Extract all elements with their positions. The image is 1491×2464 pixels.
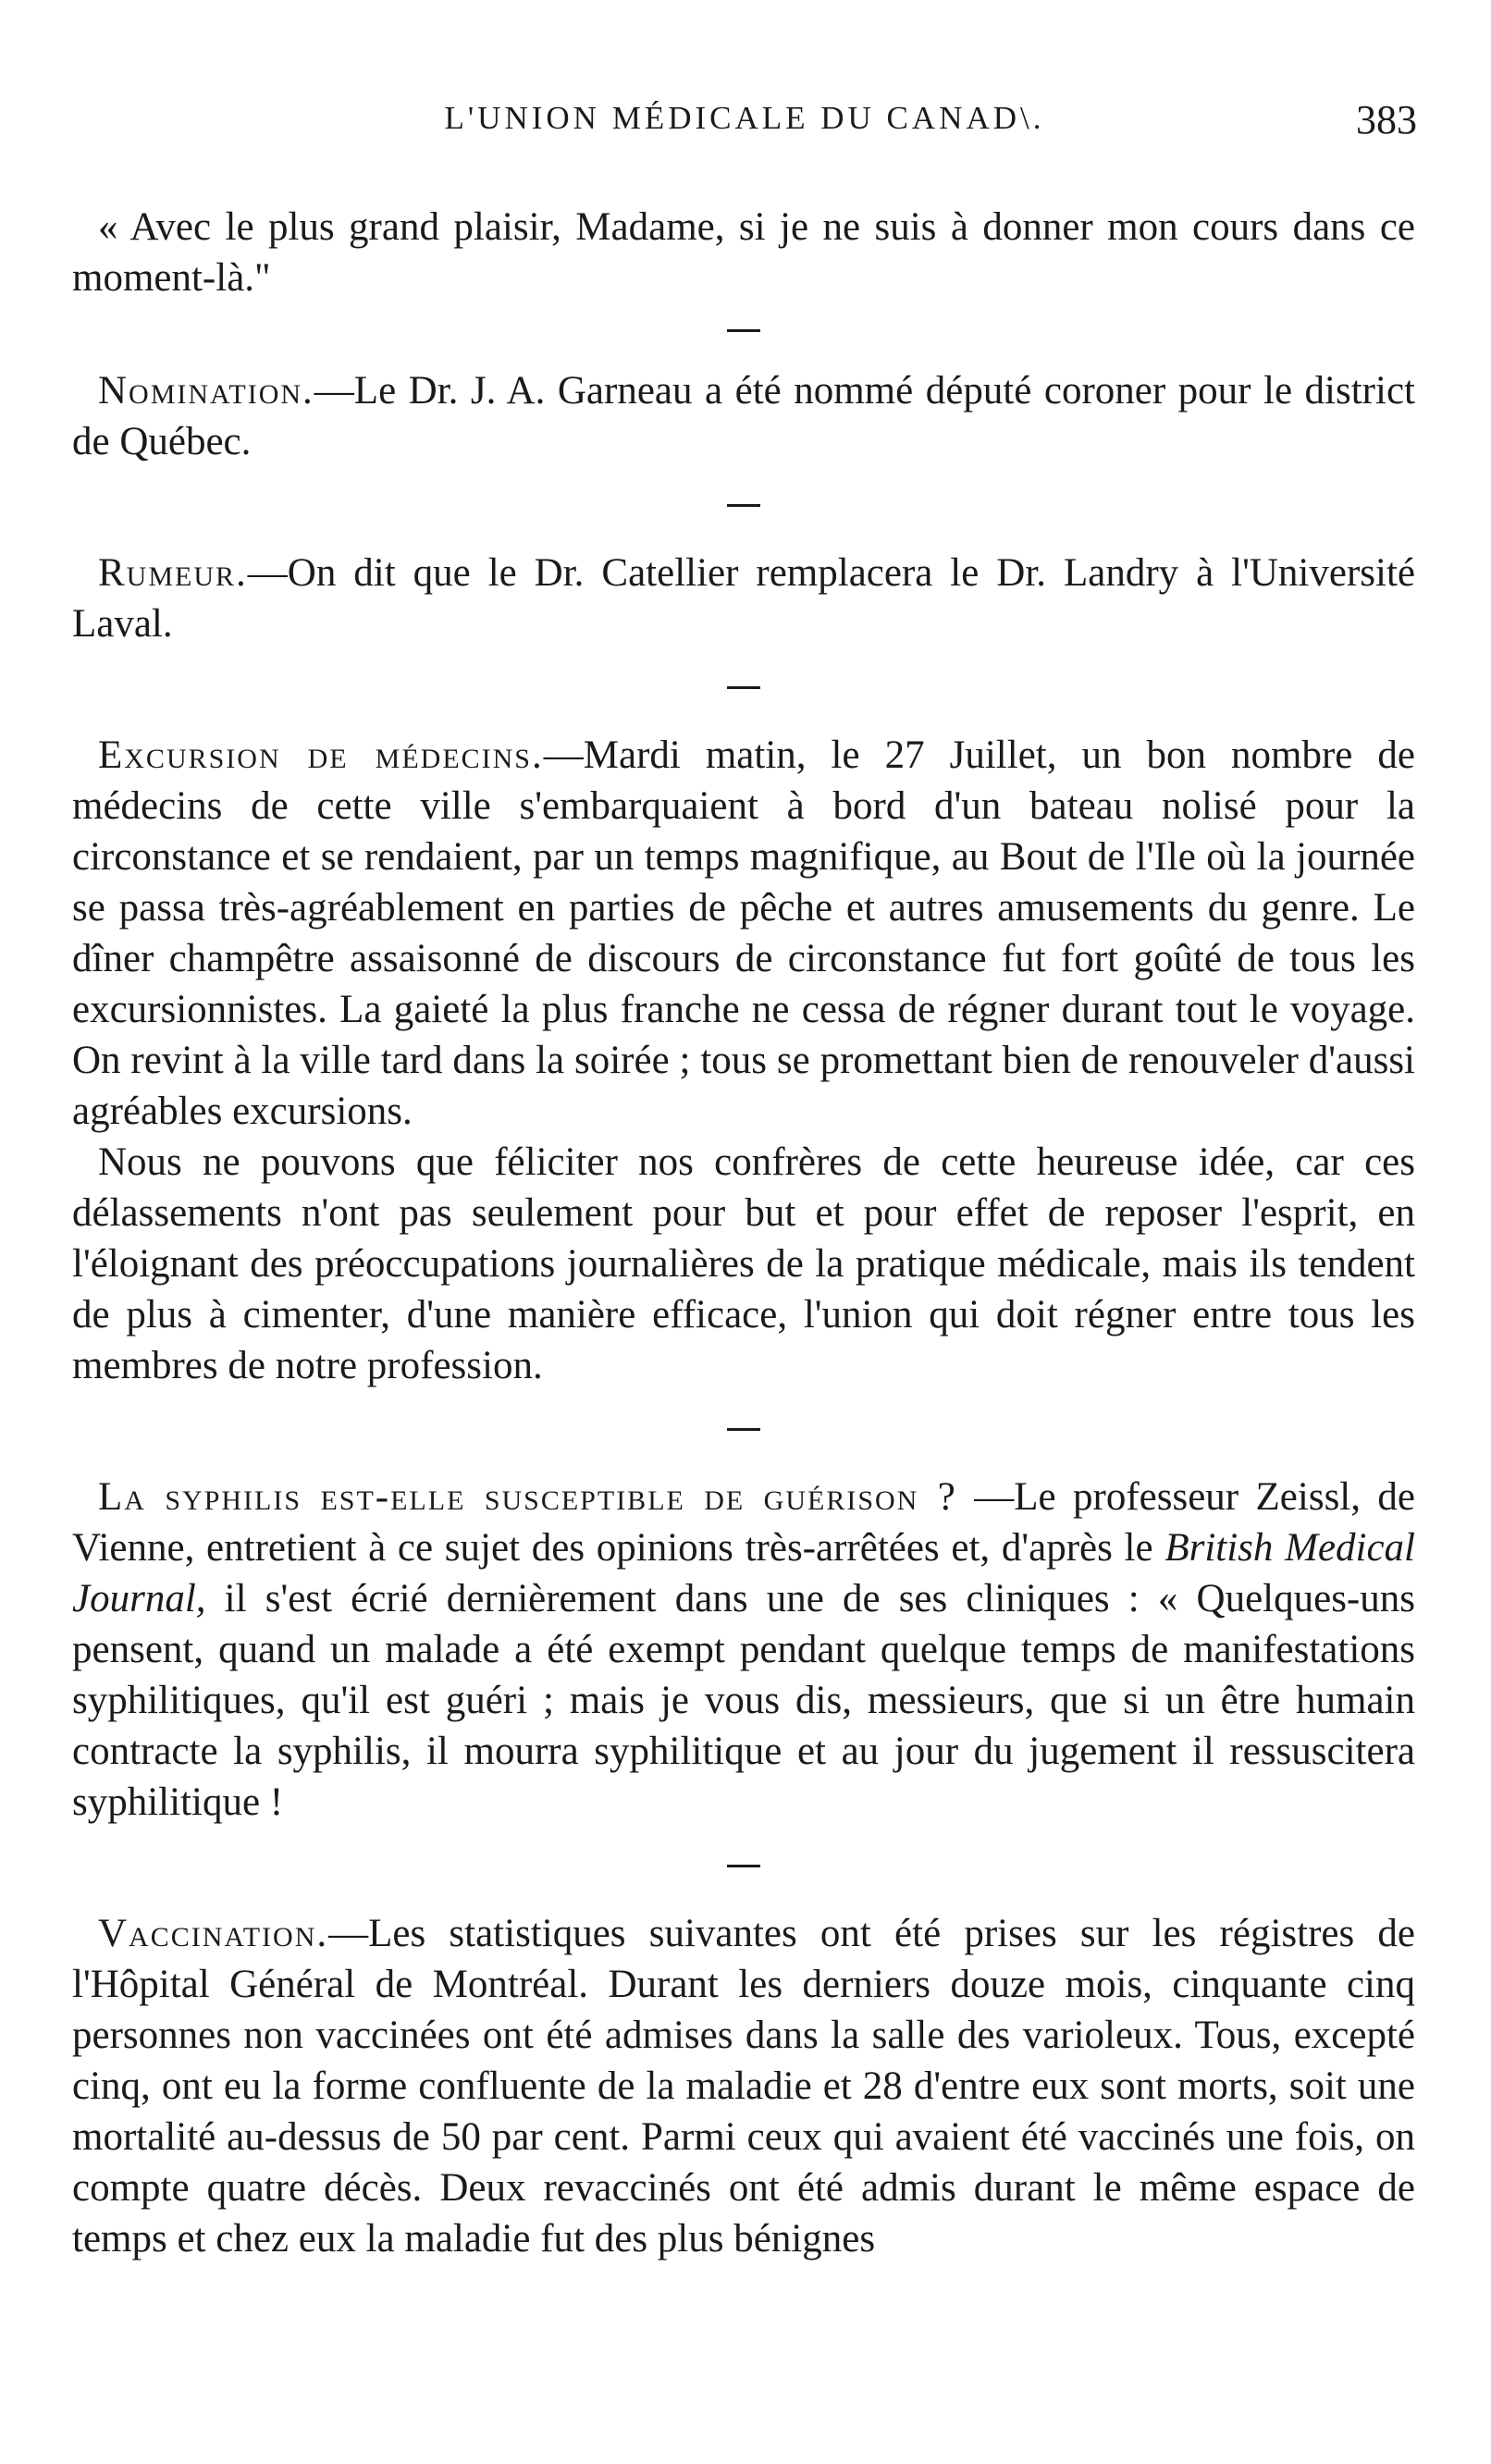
- excursion-heading: Excursion de médecins.: [98, 733, 544, 777]
- nomination-paragraph: [72, 365, 1415, 467]
- section-divider: [727, 1865, 760, 1867]
- quote-paragraph: « Avec le plus grand plaisir, Madame, si je ne suis à donner mon cours dans ce moment-là.": [72, 205, 1415, 300]
- section-divider: [727, 686, 760, 689]
- page-header: [72, 97, 1417, 155]
- rumeur-text: —On dit que le Dr. Catellier remplacera le Dr. Landry à l'Université Laval.: [72, 551, 1415, 646]
- syphilis-text-after: il s'est écrié dernièrement dans une de ses cliniques : « Quelques-uns pensent, quand un malade a été exempt pendant quelque temps de manifestations syphilitiques, qu'il est guéri ; mais je vous dis, messieurs, que si un être humain contracte la syphilis, il mourra syphilitique et au jour du jugement il ressuscitera syphilitique !: [72, 1577, 1415, 1824]
- vaccination-text: —Les statistiques suivantes ont été prises sur les régistres de l'Hôpital Général de Montréal. Durant les derniers douze mois, cinquante cinq personnes non vaccinées ont été admises dans la salle des varioleux. Tous, excepté cinq, ont eu la forme confluente de la maladie et 28 d'entre eux sont morts, soit une mortalité au-dessus de 50 par cent. Parmi ceux qui avaient été vaccinés une fois, on compte quatre décès. Deux revaccinés ont été admis durant le même espace de temps et chez eux la maladie fut des plus bénignes: [72, 1912, 1415, 2261]
- excursion-text: —Mardi matin, le 27 Juillet, un bon nombre de médecins de cette ville s'embarquaient à bord d'un bateau nolisé pour la circonstance et se rendaient, par un temps magnifique, au Bout de l'Ile où la journée se passa très-agréablement en parties de pêche et autres amusements du genre. Le dîner champêtre assaisonné de discours de circonstance fut fort goûté de tous les excursionnistes. La gaieté la plus franche ne cessa de régner durant tout le voyage. On revint à la ville tard dans la soirée ; tous se promettant bien de renouveler d'aussi agréables excursions.: [72, 733, 1415, 1133]
- nomination-text: —Le Dr. J. A. Garneau a été nommé député coroner pour le district de Québec.: [72, 369, 1415, 463]
- rumeur-heading: Rumeur.: [98, 551, 248, 595]
- running-head: L'UNION MÉDICALE DU CANAD\.: [444, 100, 1045, 136]
- rumeur-paragraph: [72, 548, 1415, 649]
- nomination-heading: Nomination.: [98, 369, 314, 413]
- syphilis-heading: La syphilis est-elle susceptible de guérison ?: [98, 1475, 957, 1519]
- syphilis-paragraph: [72, 1472, 1415, 1828]
- vaccination-heading: Vaccination.: [98, 1912, 329, 1955]
- vaccination-paragraph: [72, 1908, 1415, 2264]
- article-body: [72, 202, 1415, 2264]
- section-divider: [727, 1428, 760, 1431]
- syphilis-text-before: —Le professeur Zeissl, de Vienne, entretient à ce sujet des opinions très-arrêtées et, d'après le: [72, 1475, 1415, 1570]
- excursion-paragraph: [72, 730, 1415, 1137]
- page-number: 383: [1356, 97, 1417, 142]
- section-divider: [727, 329, 760, 332]
- section-divider: [727, 504, 760, 507]
- excursion-paragraph-2: Nous ne pouvons que féliciter nos confrères de cette heureuse idée, car ces délassements n'ont pas seulement pour but et pour effet de reposer l'esprit, en l'éloignant des préoccupations journalières de la pratique médicale, mais ils tendent de plus à cimenter, d'une manière efficace, l'union qui doit régner entre tous les membres de notre profession.: [72, 1140, 1415, 1387]
- journal-title: British Medical Journal,: [72, 1526, 1415, 1620]
